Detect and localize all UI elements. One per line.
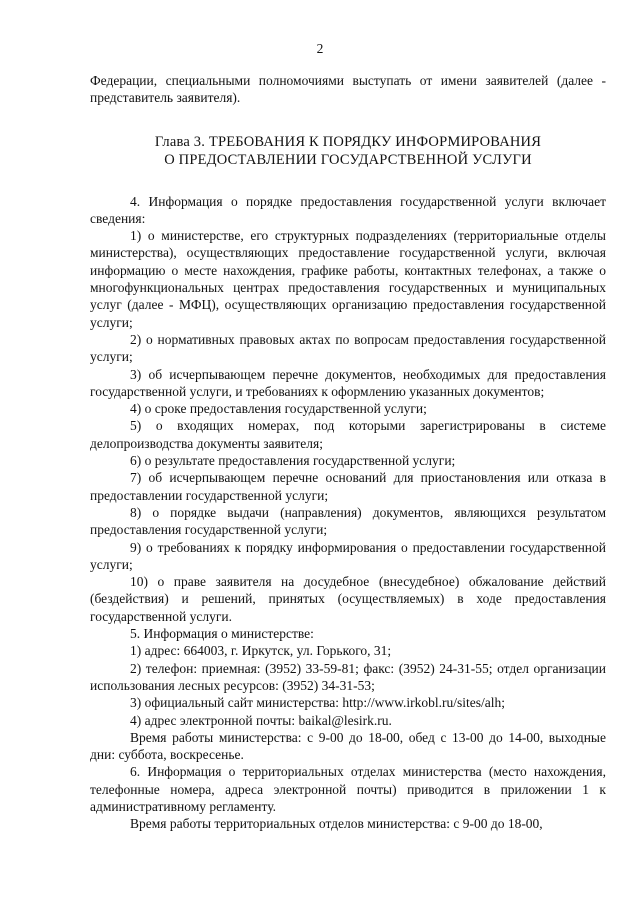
list-item: 3) об исчерпывающем перечне документов, необходимых для предоставления государственной услуги, и требованиях к оформлению указанных документов; xyxy=(90,366,606,399)
list-item: 8) о порядке выдачи (направления) документов, являющихся результатом предоставления государственной услуги; xyxy=(90,504,606,538)
chapter-heading-line-2: О ПРЕДОСТАВЛЕНИИ ГОСУДАРСТВЕННОЙ УСЛУГИ xyxy=(164,151,532,168)
ministry-address: 1) адрес: 664003, г. Иркутск, ул. Горького, 31; xyxy=(130,643,392,659)
territorial-working-hours: Время работы территориальных отделов министерства: с 9-00 до 18-00, xyxy=(130,816,543,832)
ministry-website: 3) официальный сайт министерства: http://www.irkobl.ru/sites/alh; xyxy=(130,695,506,711)
list-item: 7) об исчерпывающем перечне оснований для приостановления или отказа в предоставлении государственной услуги; xyxy=(90,470,606,503)
document-body xyxy=(90,72,606,833)
list-item: 2) о нормативных правовых актах по вопросам предоставления государственной услуги; xyxy=(90,331,606,365)
ministry-email: 4) адрес электронной почты: baikal@lesirk.ru. xyxy=(130,712,392,728)
list-item: 1) о министерстве, его структурных подразделениях (территориальные отделы министерства), осуществляющих предоставление государственной услуги, включая информацию о месте нахождения, графике работы, контактных телефонах, а также о многофункциональных центрах предоставления государственных и муниципальных услуг (далее - МФЦ), осуществляющих организацию предоставления государственной услуги; xyxy=(90,228,606,330)
chapter-heading xyxy=(90,133,606,169)
paragraph-5: 5. Информация о министерстве: xyxy=(130,626,314,642)
list-item: 4) о сроке предоставления государственной услуги; xyxy=(130,401,427,417)
list-item: 5) о входящих номерах, под которыми зарегистрированы в системе делопроизводства документы заявителя; xyxy=(90,418,606,451)
paragraph-4: 4. Информация о порядке предоставления государственной услуги включает сведения: xyxy=(90,193,606,226)
ministry-working-hours: Время работы министерства: с 9-00 до 18-00, обед с 13-00 до 14-00, выходные дни: суббота, воскресенье. xyxy=(90,729,606,763)
paragraph-6: 6. Информация о территориальных отделах министерства (место нахождения, телефонные номера, адреса электронной почты) приводится в приложении 1 к административному регламенту. xyxy=(90,764,606,814)
chapter-heading-line-1: Глава 3. ТРЕБОВАНИЯ К ПОРЯДКУ ИНФОРМИРОВАНИЯ xyxy=(154,133,542,150)
page-number: 2 xyxy=(316,41,324,56)
list-item: 10) о праве заявителя на досудебное (внесудебное) обжалование действий (бездействия) и решений, принятых (осуществляемых) в ходе предоставления государственной услуги. xyxy=(90,574,606,624)
list-item: 9) о требованиях к порядку информирования о предоставлении государственной услуги; xyxy=(90,539,606,572)
ministry-phone: 2) телефон: приемная: (3952) 33-59-81; факс: (3952) 24-31-55; отдел организации использования лесных ресурсов: (3952) 34-31-53; xyxy=(90,660,606,693)
intro-paragraph: Федерации, специальными полномочиями выступать от имени заявителей (далее - представитель заявителя). xyxy=(90,73,606,106)
list-item: 6) о результате предоставления государственной услуги; xyxy=(130,453,456,469)
